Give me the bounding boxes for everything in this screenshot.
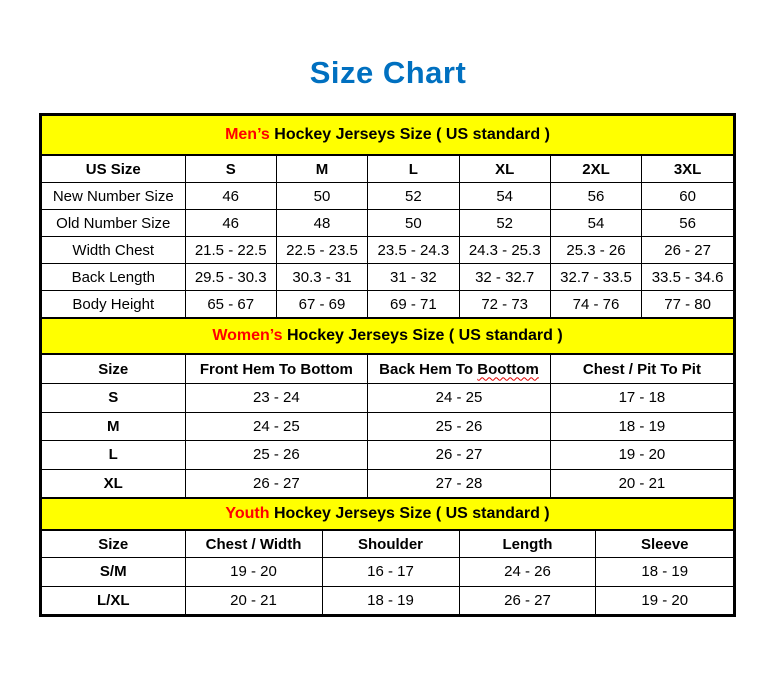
row-label: S	[42, 384, 185, 413]
womens-header-cell: Size	[42, 355, 185, 384]
row-label: Body Height	[42, 291, 185, 318]
value-cell: 30.3 - 31	[276, 264, 367, 291]
value-cell: 50	[276, 183, 367, 210]
youth-table-row	[42, 558, 733, 587]
womens-table-row	[42, 412, 733, 441]
value-cell: 54	[459, 183, 550, 210]
value-cell: 18 - 19	[550, 412, 733, 441]
womens-section	[42, 317, 733, 497]
womens-banner-highlight: Women’s	[212, 327, 283, 344]
value-cell: 24.3 - 25.3	[459, 237, 550, 264]
youth-banner-text: Hockey Jerseys Size ( US standard )	[269, 505, 550, 522]
mens-header-row	[42, 156, 733, 183]
value-cell: 24 - 25	[185, 412, 368, 441]
value-cell: 25.3 - 26	[550, 237, 641, 264]
misspelled-word: Boottom	[477, 360, 539, 378]
size-chart-document	[0, 55, 776, 692]
youth-header-cell: Size	[42, 531, 185, 558]
value-cell: 48	[276, 210, 367, 237]
mens-header-cell: US Size	[42, 156, 185, 183]
mens-header-cell: XL	[459, 156, 550, 183]
mens-banner-text: Hockey Jerseys Size ( US standard )	[269, 126, 550, 143]
value-cell: 52	[459, 210, 550, 237]
mens-banner	[42, 116, 733, 156]
row-label: Old Number Size	[42, 210, 185, 237]
row-label: Width Chest	[42, 237, 185, 264]
mens-header-cell: S	[185, 156, 276, 183]
row-label: L/XL	[42, 586, 185, 614]
womens-table-row	[42, 384, 733, 413]
mens-header-cell: M	[276, 156, 367, 183]
value-cell: 56	[642, 210, 733, 237]
value-cell: 60	[642, 183, 733, 210]
page-title: Size Chart	[309, 55, 467, 90]
row-label: M	[42, 412, 185, 441]
value-cell: 56	[550, 183, 641, 210]
womens-table-row	[42, 441, 733, 470]
youth-table	[42, 531, 733, 614]
mens-header-cell: L	[368, 156, 459, 183]
value-cell: 26 - 27	[642, 237, 733, 264]
size-chart-tables	[39, 113, 736, 617]
value-cell: 22.5 - 23.5	[276, 237, 367, 264]
value-cell: 24 - 25	[368, 384, 551, 413]
youth-header-cell: Length	[459, 531, 596, 558]
value-cell: 25 - 26	[368, 412, 551, 441]
value-cell: 46	[185, 183, 276, 210]
value-cell: 74 - 76	[550, 291, 641, 318]
womens-banner-text: Hockey Jerseys Size ( US standard )	[282, 327, 563, 344]
mens-table-row	[42, 264, 733, 291]
womens-table-row	[42, 469, 733, 497]
value-cell: 16 - 17	[322, 558, 459, 587]
value-cell: 18 - 19	[322, 586, 459, 614]
value-cell: 18 - 19	[596, 558, 733, 587]
value-cell: 26 - 27	[368, 441, 551, 470]
mens-table-row	[42, 210, 733, 237]
value-cell: 26 - 27	[459, 586, 596, 614]
value-cell: 69 - 71	[368, 291, 459, 318]
mens-header-cell: 3XL	[642, 156, 733, 183]
value-cell: 46	[185, 210, 276, 237]
youth-header-cell: Chest / Width	[185, 531, 322, 558]
mens-table-row	[42, 183, 733, 210]
womens-header-cell	[368, 355, 551, 384]
youth-header-row	[42, 531, 733, 558]
mens-header-cell: 2XL	[550, 156, 641, 183]
row-label: Back Length	[42, 264, 185, 291]
value-cell: 20 - 21	[550, 469, 733, 497]
value-cell: 19 - 20	[596, 586, 733, 614]
value-cell: 72 - 73	[459, 291, 550, 318]
value-cell: 33.5 - 34.6	[642, 264, 733, 291]
value-cell: 77 - 80	[642, 291, 733, 318]
value-cell: 29.5 - 30.3	[185, 264, 276, 291]
youth-header-cell: Shoulder	[322, 531, 459, 558]
value-cell: 19 - 20	[550, 441, 733, 470]
value-cell: 26 - 27	[185, 469, 368, 497]
mens-section	[42, 116, 733, 317]
womens-table	[42, 355, 733, 497]
row-label: S/M	[42, 558, 185, 587]
row-label: L	[42, 441, 185, 470]
value-cell: 31 - 32	[368, 264, 459, 291]
mens-table-row	[42, 291, 733, 318]
value-cell: 19 - 20	[185, 558, 322, 587]
value-cell: 50	[368, 210, 459, 237]
youth-table-row	[42, 586, 733, 614]
value-cell: 23 - 24	[185, 384, 368, 413]
mens-table-row	[42, 237, 733, 264]
womens-header-cell: Front Hem To Bottom	[185, 355, 368, 384]
row-label: XL	[42, 469, 185, 497]
value-cell: 54	[550, 210, 641, 237]
value-cell: 65 - 67	[185, 291, 276, 318]
womens-header-cell: Chest / Pit To Pit	[550, 355, 733, 384]
value-cell: 24 - 26	[459, 558, 596, 587]
value-cell: 52	[368, 183, 459, 210]
mens-table	[42, 156, 733, 317]
header-text: Back Hem To	[379, 360, 478, 378]
value-cell: 32 - 32.7	[459, 264, 550, 291]
value-cell: 25 - 26	[185, 441, 368, 470]
value-cell: 27 - 28	[368, 469, 551, 497]
value-cell: 32.7 - 33.5	[550, 264, 641, 291]
womens-header-row	[42, 355, 733, 384]
value-cell: 67 - 69	[276, 291, 367, 318]
youth-banner-highlight: Youth	[225, 505, 270, 522]
youth-section	[42, 497, 733, 614]
value-cell: 17 - 18	[550, 384, 733, 413]
mens-banner-highlight: Men’s	[225, 126, 270, 143]
value-cell: 21.5 - 22.5	[185, 237, 276, 264]
womens-banner	[42, 319, 733, 355]
row-label: New Number Size	[42, 183, 185, 210]
value-cell: 23.5 - 24.3	[368, 237, 459, 264]
value-cell: 20 - 21	[185, 586, 322, 614]
youth-banner	[42, 499, 733, 531]
youth-header-cell: Sleeve	[596, 531, 733, 558]
